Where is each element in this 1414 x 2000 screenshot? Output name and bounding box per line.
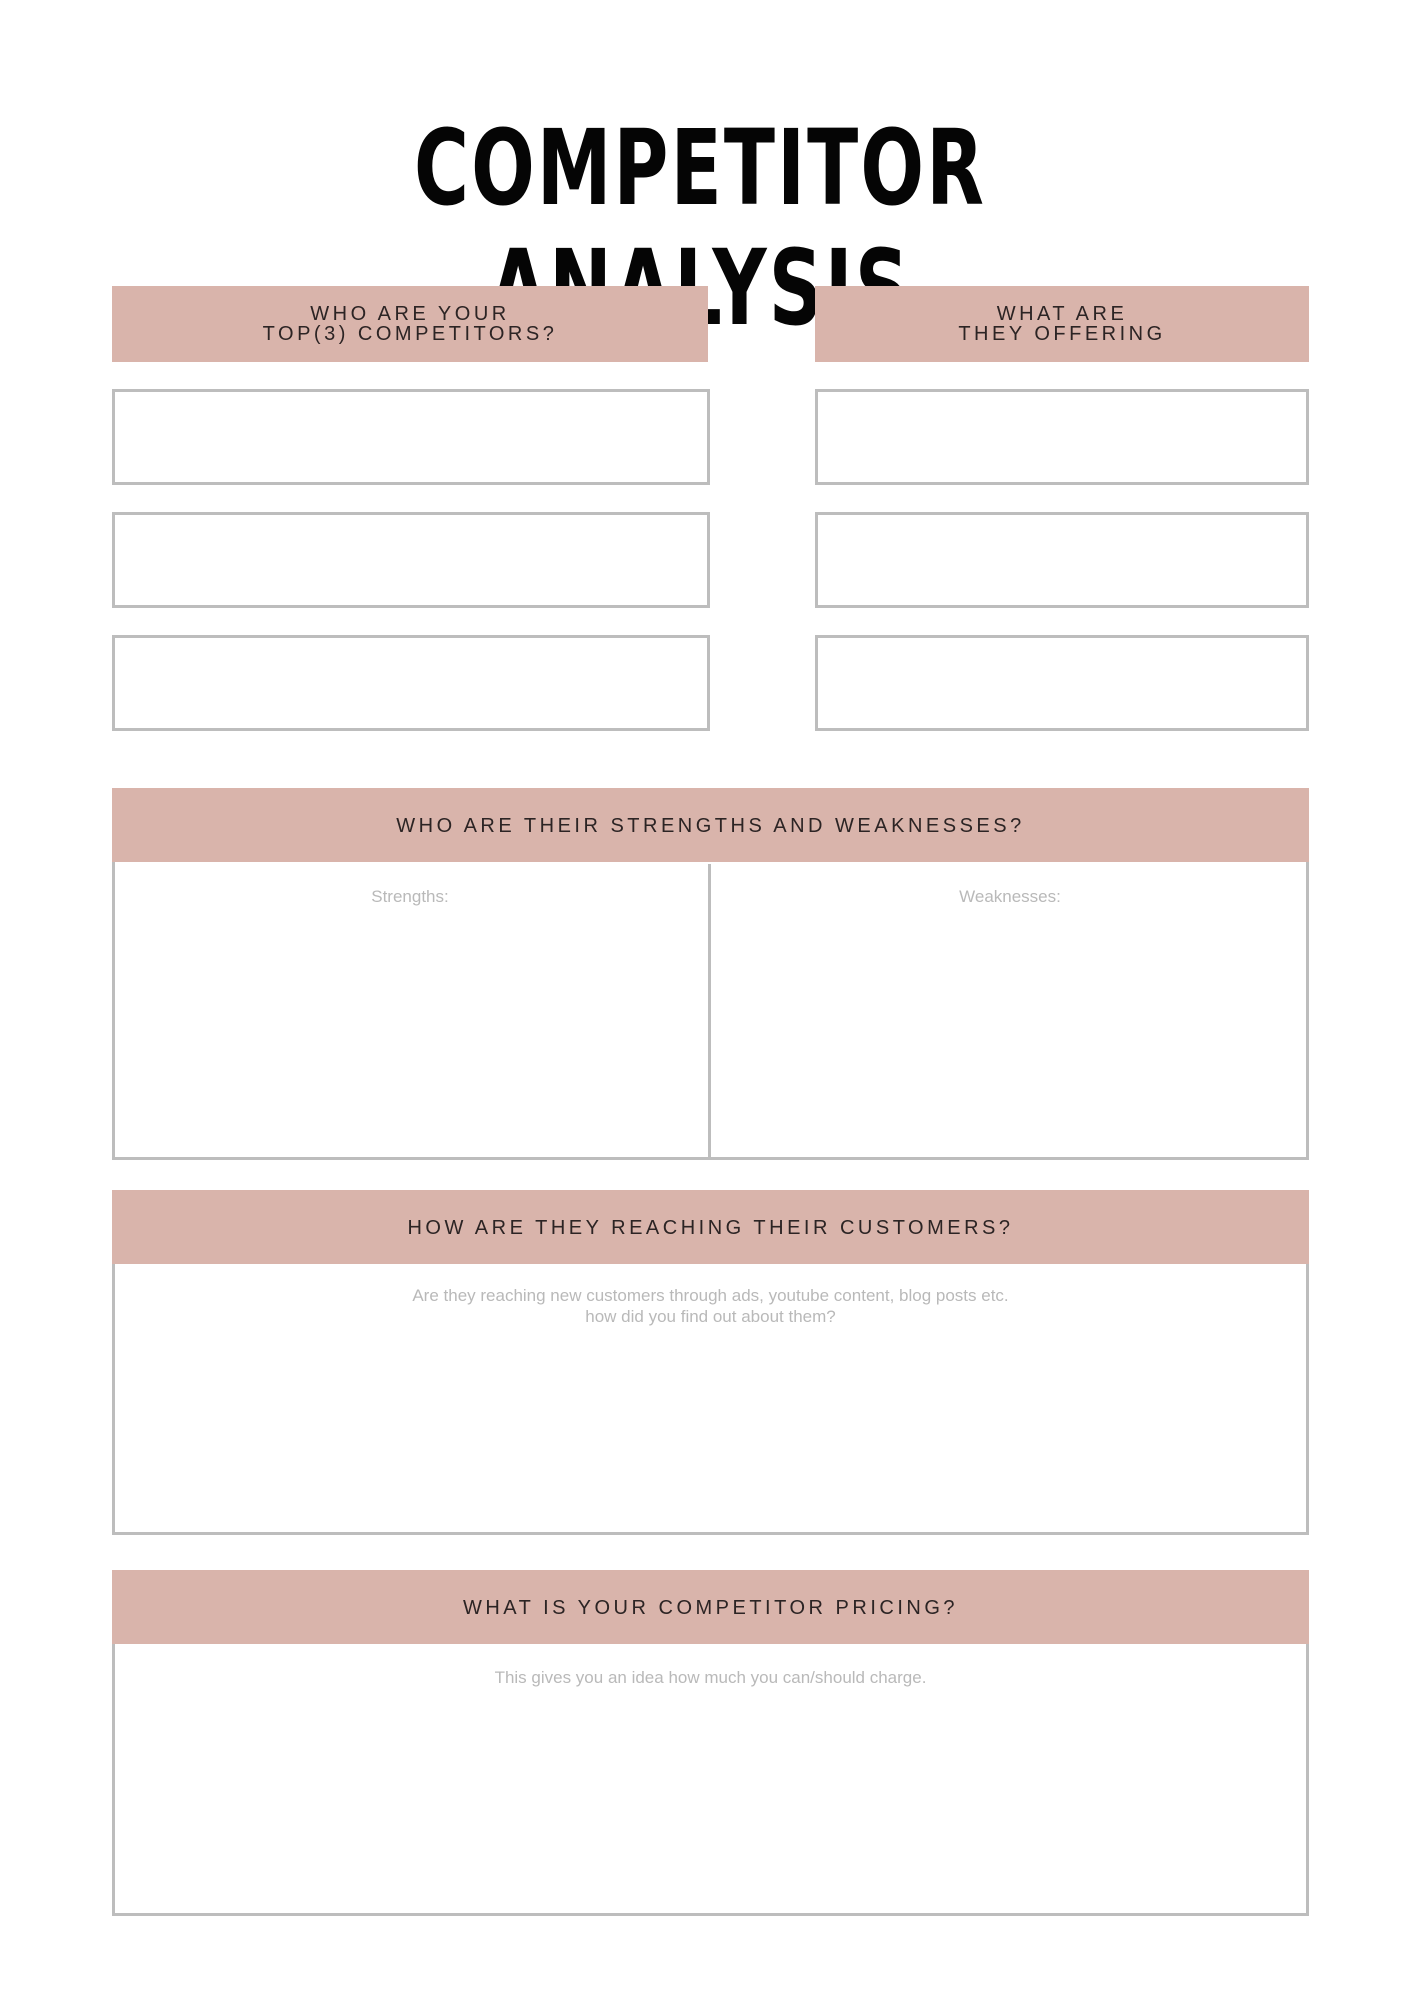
pricing-heading — [112, 1570, 1309, 1646]
weaknesses-field[interactable] — [711, 864, 1306, 1157]
strengths-weaknesses-heading — [112, 788, 1309, 864]
offering-3-field[interactable] — [815, 635, 1309, 731]
competitor-3-field[interactable] — [112, 635, 710, 731]
weaknesses-label: Weaknesses: — [959, 887, 1061, 906]
offering-heading — [815, 286, 1309, 362]
competitors-heading-line1: WHO ARE YOUR — [310, 303, 510, 325]
competitors-heading — [112, 286, 708, 362]
reach-heading — [112, 1190, 1309, 1266]
competitor-2-field[interactable] — [112, 512, 710, 608]
offering-heading-line1: WHAT ARE — [996, 303, 1128, 325]
strengths-label: Strengths: — [371, 887, 449, 906]
offering-2-field[interactable] — [815, 512, 1309, 608]
reach-hint — [112, 1285, 1309, 1327]
strengths-weaknesses-heading-text: WHO ARE THEIR STRENGTHS AND WEAKNESSES? — [396, 815, 1025, 837]
strengths-field[interactable] — [115, 864, 708, 1157]
page-title: COMPETITOR — [413, 107, 987, 229]
reach-hint-line1: Are they reaching new customers through ads, youtube content, blog posts etc. — [412, 1286, 1009, 1305]
pricing-heading-text: WHAT IS YOUR COMPETITOR PRICING? — [462, 1597, 958, 1619]
offering-1-field[interactable] — [815, 389, 1309, 485]
competitor-1-field[interactable] — [112, 389, 710, 485]
pricing-hint: This gives you an idea how much you can/should charge. — [494, 1668, 927, 1687]
reach-hint-line2: how did you find out about them? — [585, 1307, 836, 1326]
competitors-heading-line2: TOP(3) COMPETITORS? — [262, 323, 558, 345]
reach-heading-text: HOW ARE THEY REACHING THEIR CUSTOMERS? — [407, 1217, 1014, 1239]
offering-heading-line2: THEY OFFERING — [958, 323, 1166, 345]
